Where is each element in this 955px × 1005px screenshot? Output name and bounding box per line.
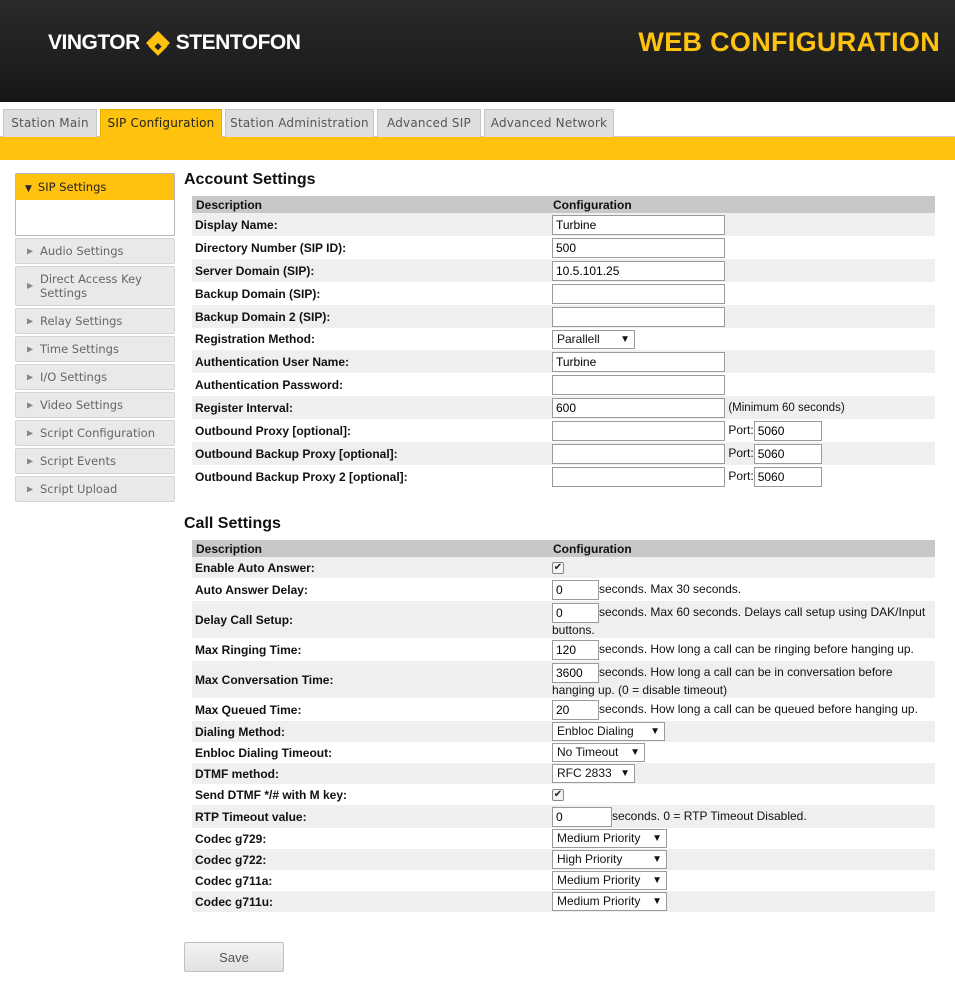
caret-right-icon: ▶ (27, 484, 34, 494)
dtmf-method-select[interactable]: RFC 2833 ▼ (552, 764, 635, 783)
tab-station-main[interactable]: Station Main (3, 109, 97, 137)
register-interval-note: (Minimum 60 seconds) (728, 401, 845, 414)
outbound-backup-proxy-2-port-input[interactable] (754, 467, 822, 487)
row-label: Directory Number (SIP ID): (195, 240, 347, 255)
dropdown-arrow-icon: ▼ (652, 833, 662, 844)
col-description: Description (192, 196, 549, 213)
dropdown-arrow-icon: ▼ (620, 333, 630, 345)
logo-mark-icon (143, 28, 173, 58)
server-domain-input[interactable] (552, 261, 725, 281)
col-configuration: Configuration (549, 540, 935, 557)
table-row (192, 763, 935, 784)
table-row (192, 742, 935, 763)
logo-text-right: STENTOFON (175, 31, 301, 54)
backup-domain-input[interactable] (552, 284, 725, 304)
tab-sip-configuration[interactable]: SIP Configuration (100, 109, 222, 137)
table-row (192, 578, 935, 601)
table-row (192, 259, 935, 282)
max-conversation-time-note: seconds. How long a call can be in conversation before hanging up. (0 = disable timeout) (552, 664, 893, 697)
row-label: Server Domain (SIP): (192, 259, 549, 282)
table-row (192, 784, 935, 805)
sidebar-item-audio-settings[interactable]: ▶ Audio Settings (15, 238, 175, 264)
row-label: RTP Timeout value: (192, 805, 549, 828)
call-settings-table (192, 540, 935, 912)
table-row (192, 828, 935, 849)
dropdown-arrow-icon: ▼ (650, 726, 660, 737)
row-label: DTMF method: (192, 763, 549, 784)
sidebar-active-group (15, 173, 175, 236)
table-row (192, 350, 935, 373)
auth-user-name-input[interactable] (552, 352, 725, 372)
caret-right-icon: ▶ (27, 456, 34, 466)
max-queued-time-note: seconds. How long a call can be queued before hanging up. (599, 701, 918, 716)
table-row (192, 891, 935, 912)
table-row (192, 328, 935, 350)
caret-right-icon: ▶ (27, 316, 34, 326)
outbound-backup-proxy-2-input[interactable] (552, 467, 725, 487)
row-label: Register Interval: (192, 396, 549, 419)
row-label: Enbloc Dialing Timeout: (195, 745, 333, 760)
row-label: Authentication Password: (195, 377, 344, 392)
send-dtmf-checkbox[interactable]: ✔ (553, 789, 563, 801)
codec-g729-select[interactable]: Medium Priority ▼ (552, 829, 667, 848)
sidebar-item-script-events[interactable]: ▶ Script Events (15, 448, 175, 474)
row-label: Codec g729: (195, 831, 267, 846)
table-row (192, 213, 935, 236)
app-title: WEB CONFIGURATION (638, 27, 940, 57)
page-header (0, 0, 955, 102)
dialing-method-select[interactable]: Enbloc Dialing ▼ (552, 722, 665, 741)
table-row (192, 601, 935, 638)
delay-call-setup-input[interactable] (552, 603, 599, 623)
dropdown-arrow-icon: ▼ (652, 875, 662, 886)
save-button[interactable]: Save (184, 942, 284, 972)
port-label: Port: (728, 445, 754, 460)
codec-g711u-select[interactable]: Medium Priority ▼ (552, 892, 667, 911)
row-label: Authentication User Name: (192, 350, 549, 373)
sidebar-item-relay-settings[interactable]: ▶ Relay Settings (15, 308, 175, 334)
delay-call-setup-note: seconds. Max 60 seconds. Delays call setup using DAK/Input buttons. (552, 604, 926, 637)
caret-right-icon: ▶ (27, 372, 34, 382)
port-label: Port: (728, 422, 754, 437)
table-row (192, 305, 935, 328)
row-label: Backup Domain (SIP): (195, 286, 321, 301)
main-content (184, 170, 939, 912)
max-conversation-time-input[interactable] (552, 663, 599, 683)
logo-text-left: VINGTOR (48, 31, 140, 54)
sidebar (15, 173, 175, 504)
row-label: Outbound Proxy [optional]: (195, 423, 351, 438)
directory-number-input[interactable] (552, 238, 725, 258)
row-label: Backup Domain 2 (SIP): (192, 305, 549, 328)
tab-advanced-sip[interactable]: Advanced SIP (377, 109, 481, 137)
auto-answer-delay-input[interactable] (552, 580, 599, 600)
sidebar-item-video-settings[interactable]: ▶ Video Settings (15, 392, 175, 418)
dropdown-arrow-icon: ▼ (620, 768, 630, 779)
table-row (192, 721, 935, 742)
registration-method-select[interactable]: Parallell ▼ (552, 330, 635, 349)
table-row (192, 698, 935, 721)
table-row (192, 849, 935, 870)
tab-station-administration[interactable]: Station Administration (225, 109, 374, 137)
account-settings-title: Account Settings (184, 171, 316, 188)
enbloc-dialing-timeout-select[interactable]: No Timeout ▼ (552, 743, 645, 762)
row-label: Codec g711a: (195, 873, 273, 888)
backup-domain-2-input[interactable] (552, 307, 725, 327)
row-label: Max Queued Time: (195, 702, 302, 717)
row-label: Display Name: (192, 213, 549, 236)
caret-right-icon: ▶ (27, 344, 34, 354)
caret-down-icon: ▼ (25, 184, 32, 194)
row-label: Codec g722: (192, 849, 549, 870)
table-row (192, 661, 935, 698)
row-label: Codec g711u: (192, 891, 549, 912)
caret-right-icon: ▶ (27, 428, 34, 438)
max-ringing-time-input[interactable] (552, 640, 599, 660)
row-label: Registration Method: (195, 332, 315, 346)
table-row (192, 373, 935, 396)
table-row (192, 805, 935, 828)
auto-answer-checkbox[interactable]: ✔ (553, 562, 563, 574)
outbound-proxy-port-input[interactable] (754, 421, 822, 441)
dropdown-arrow-icon: ▼ (652, 896, 662, 907)
auth-password-input[interactable] (552, 375, 725, 395)
row-label: Outbound Backup Proxy 2 [optional]: (195, 469, 408, 484)
outbound-backup-proxy-input[interactable] (552, 444, 725, 464)
row-label: Send DTMF */# with M key: (195, 787, 348, 802)
caret-right-icon: ▶ (27, 281, 34, 290)
rtp-timeout-note: seconds. 0 = RTP Timeout Disabled. (612, 808, 807, 823)
row-label: Dialing Method: (192, 721, 549, 742)
dropdown-arrow-icon: ▼ (630, 747, 640, 758)
row-label: Outbound Backup Proxy [optional]: (192, 442, 549, 465)
outbound-backup-proxy-port-input[interactable] (754, 444, 822, 464)
row-label: Auto Answer Delay: (195, 582, 308, 597)
table-row (192, 870, 935, 891)
outbound-proxy-input[interactable] (552, 421, 725, 441)
row-label: Enable Auto Answer: (192, 557, 549, 578)
port-label: Port: (728, 468, 754, 483)
call-settings-title: Call Settings (184, 515, 281, 532)
codec-g722-select[interactable]: High Priority ▼ (552, 850, 667, 869)
sidebar-item-direct-access-key-settings[interactable]: ▶ Direct Access Key Settings (15, 266, 175, 306)
table-row (192, 236, 935, 259)
sidebar-item-script-configuration[interactable]: ▶ Script Configuration (15, 420, 175, 446)
table-row (192, 419, 935, 442)
row-label: Max Conversation Time: (192, 661, 549, 698)
register-interval-input[interactable] (552, 398, 725, 418)
display-name-input[interactable] (552, 215, 725, 235)
sidebar-item-time-settings[interactable]: ▶ Time Settings (15, 336, 175, 362)
tab-advanced-network[interactable]: Advanced Network (484, 109, 614, 137)
caret-right-icon: ▶ (27, 400, 34, 410)
row-label: Delay Call Setup: (192, 601, 549, 638)
tab-underline-bar (0, 137, 955, 160)
table-row (192, 442, 935, 465)
account-settings-table (192, 196, 935, 488)
col-configuration: Configuration (549, 196, 935, 213)
vingtor-stentofon-logo (48, 28, 300, 58)
rtp-timeout-input[interactable] (552, 807, 612, 827)
table-row (192, 638, 935, 661)
sidebar-item-io-settings[interactable]: ▶ I/O Settings (15, 364, 175, 390)
auto-answer-delay-note: seconds. Max 30 seconds. (599, 581, 742, 596)
col-description: Description (192, 540, 549, 557)
max-queued-time-input[interactable] (552, 700, 599, 720)
table-row (192, 396, 935, 419)
max-ringing-time-note: seconds. How long a call can be ringing before hanging up. (599, 641, 914, 656)
row-label: Max Ringing Time: (195, 642, 302, 657)
sidebar-item-sip-settings[interactable]: ▼ SIP Settings (16, 174, 174, 200)
table-row (192, 282, 935, 305)
dropdown-arrow-icon: ▼ (652, 854, 662, 865)
table-row (192, 465, 935, 488)
sidebar-item-script-upload[interactable]: ▶ Script Upload (15, 476, 175, 502)
codec-g711a-select[interactable]: Medium Priority ▼ (552, 871, 667, 890)
main-tab-bar (0, 102, 955, 137)
table-row (192, 557, 935, 578)
caret-right-icon: ▶ (27, 246, 34, 256)
